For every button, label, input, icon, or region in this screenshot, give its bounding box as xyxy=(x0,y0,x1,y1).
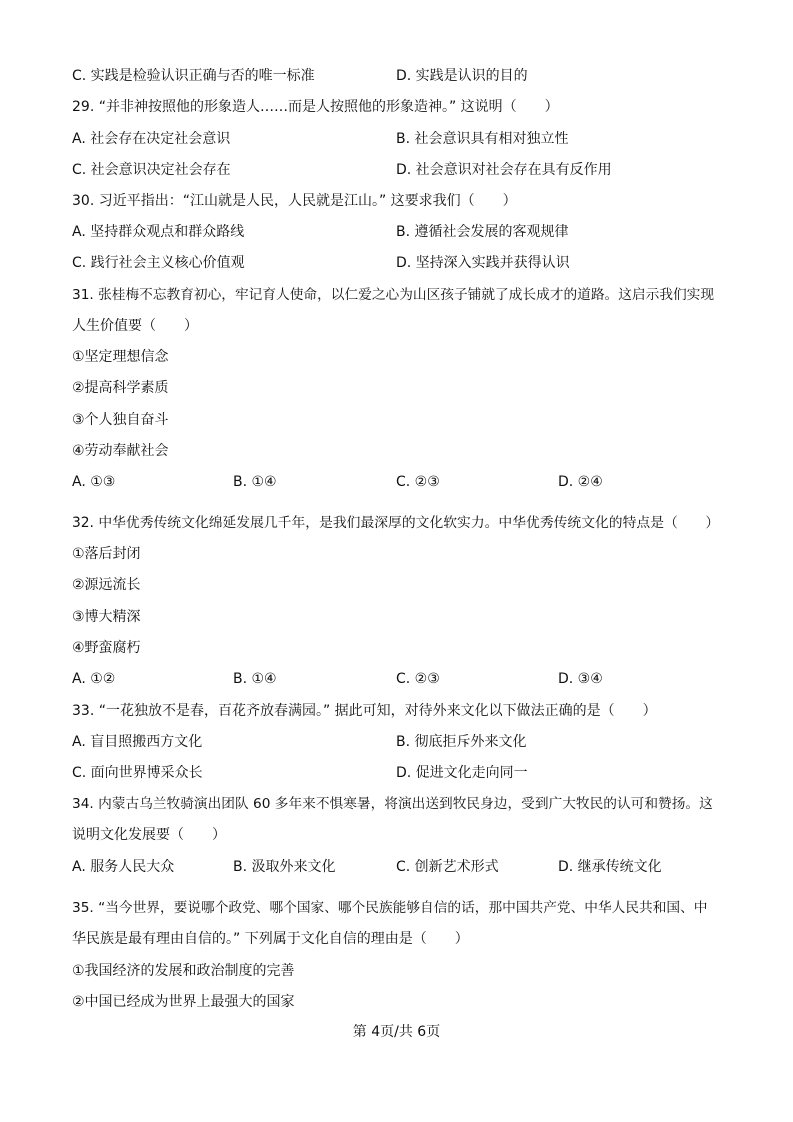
question-29-stem: 29. “并非神按照他的形象造人……而是人按照他的形象造神。” 这说明（ ） xyxy=(72,99,559,115)
question-30-option-c: C. 践行社会主义核心价值观 xyxy=(72,255,245,271)
question-35-item: ②中国已经成为世界上最强大的国家 xyxy=(72,994,295,1010)
question-29-option-b: B. 社会意识具有相对独立性 xyxy=(396,131,569,147)
question-29-option-d: D. 社会意识对社会存在具有反作用 xyxy=(396,162,612,178)
question-34-stem-cont: 说明文化发展要（ ） xyxy=(72,827,226,843)
question-29-option-a: A. 社会存在决定社会意识 xyxy=(72,131,231,147)
question-31-item: ③个人独自奋斗 xyxy=(72,412,169,428)
question-31-stem: 31. 张桂梅不忘教育初心，牢记育人使命，以仁爱之心为山区孩子铺就了成长成才的道路。这启示我们实现 xyxy=(72,287,715,303)
question-32-item: ③博大精深 xyxy=(72,609,141,625)
question-30-stem: 30. 习近平指出：“江山就是人民，人民就是江山。” 这要求我们（ ） xyxy=(72,193,517,209)
question-34-option-b: B. 汲取外来文化 xyxy=(233,859,336,875)
question-33-option-d: D. 促进文化走向同一 xyxy=(396,765,528,781)
question-33-option-c: C. 面向世界博采众长 xyxy=(72,765,203,781)
question-30-option-d: D. 坚持深入实践并获得认识 xyxy=(396,255,570,271)
question-31-option-a: A. ①③ xyxy=(72,474,116,490)
question-33-option-a: A. 盲目照搬西方文化 xyxy=(72,734,203,750)
question-33-stem: 33. “一花独放不是春，百花齐放春满园。” 据此可知，对待外来文化以下做法正确的是（ ） xyxy=(72,703,657,719)
question-32-item: ①落后封闭 xyxy=(72,546,141,562)
question-32-stem: 32. 中华优秀传统文化绵延发展几千年，是我们最深厚的文化软实力。中华优秀传统文化的特点是（ ） xyxy=(72,515,720,531)
question-32-option-a: A. ①② xyxy=(72,671,116,687)
question-32-option-d: D. ③④ xyxy=(558,671,603,687)
question-31-item: ②提高科学素质 xyxy=(72,380,169,396)
question-34-option-c: C. 创新艺术形式 xyxy=(396,859,499,875)
question-31-item: ④劳动奉献社会 xyxy=(72,443,169,459)
option-d-prev: D. 实践是认识的目的 xyxy=(396,68,528,84)
question-35-stem-cont: 华民族是最有理由自信的。” 下列属于文化自信的理由是（ ） xyxy=(72,931,469,947)
question-31-option-b: B. ①④ xyxy=(233,474,277,490)
question-34-option-d: D. 继承传统文化 xyxy=(558,859,662,875)
question-30-option-b: B. 遵循社会发展的客观规律 xyxy=(396,224,569,240)
question-29-option-c: C. 社会意识决定社会存在 xyxy=(72,162,231,178)
question-34-stem: 34. 内蒙古乌兰牧骑演出团队 60 多年来不惧寒暑，将演出送到牧民身边，受到广大牧民的认可和赞扬。这 xyxy=(72,796,713,812)
question-31-option-d: D. ②④ xyxy=(558,474,603,490)
option-c-prev: C. 实践是检验认识正确与否的唯一标准 xyxy=(72,68,315,84)
question-35-item: ①我国经济的发展和政治制度的完善 xyxy=(72,963,295,979)
question-32-option-b: B. ①④ xyxy=(233,671,277,687)
page-footer: 第 4页/共 6页 xyxy=(352,1024,441,1040)
question-31-option-c: C. ②③ xyxy=(396,474,440,490)
question-30-option-a: A. 坚持群众观点和群众路线 xyxy=(72,224,245,240)
question-35-stem: 35. “当今世界，要说哪个政党、哪个国家、哪个民族能够自信的话，那中国共产党、中华人民共和国、中 xyxy=(72,900,708,916)
question-33-option-b: B. 彻底拒斥外来文化 xyxy=(396,734,527,750)
question-32-item: ②源远流长 xyxy=(72,577,141,593)
question-32-option-c: C. ②③ xyxy=(396,671,440,687)
question-34-option-a: A. 服务人民大众 xyxy=(72,859,175,875)
question-32-item: ④野蛮腐朽 xyxy=(72,640,141,656)
question-31-stem-cont: 人生价值要（ ） xyxy=(72,318,198,334)
question-31-item: ①坚定理想信念 xyxy=(72,349,169,365)
